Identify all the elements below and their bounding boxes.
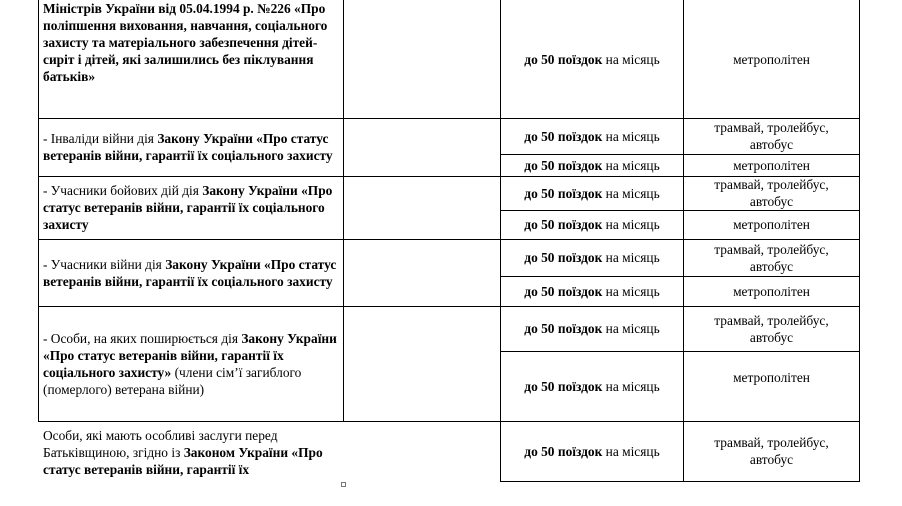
category-text-bold: Закону України «Про статус ветеранів війни, гарантії їх соціального захисту [43,131,333,163]
trip-limit-text [524,128,659,145]
transport-cell [684,276,859,306]
category-text-bold: Законом України «Про статус ветеранів війни, гарантії їх [43,445,323,477]
transport-text: трамвай, тролейбус, автобус [714,435,829,467]
table-border-h [38,176,860,177]
table-resize-handle[interactable] [341,482,346,487]
trip-limit-text [524,320,659,337]
trip-limit-cell [501,154,683,176]
category-text-bold: Закону України «Про статус ветеранів війни, гарантії їх соціального захисту [43,183,333,232]
table-border-v [683,0,684,481]
table-border-h [38,306,860,307]
trip-limit-cell [501,276,683,306]
category-text [43,130,339,164]
table-border-h [500,351,860,352]
trip-limit-text [524,51,659,68]
trip-limit-cell [501,421,683,481]
trip-limit-count: до 50 поїздок [524,250,603,265]
trip-limit-text [524,216,659,233]
trip-limit-period: на місяць [602,128,660,144]
transport-cell [684,118,859,154]
table-border-v [500,0,501,481]
trip-limit-cell [501,0,683,118]
category-text [43,427,339,478]
category-text-bold: Міністрів України від 05.04.1994 р. №226 «Про поліпшення виховання, навчання, соціального захисту та матеріального забезпечення дітей-сиріт і дітей, які залишились без піклування батьків» [43,1,328,84]
transport-cell [684,306,859,351]
trip-limit-count: до 50 поїздок [524,157,603,173]
table-border-h [500,276,860,277]
trip-limit-cell [501,239,683,276]
trip-limit-period: на місяць [602,185,660,201]
trip-limit-period: на місяць [602,443,660,459]
transport-text: трамвай, тролейбус, автобус [714,241,829,274]
category-cell [39,0,343,118]
table-border-v [859,0,860,481]
category-text [43,0,339,85]
trip-limit-count: до 50 поїздок [524,185,603,201]
transport-text: метрополітен [733,283,810,299]
trip-limit-cell [501,176,683,210]
table-border-h [500,210,860,211]
table-border-h [500,154,860,155]
category-cell [39,176,343,239]
category-text-regular: - Учасники війни дія [43,256,166,272]
transport-cell [684,154,859,176]
trip-limit-count: до 50 поїздок [524,378,603,394]
trip-limit-count: до 50 поїздок [524,128,603,144]
transport-cell [684,0,859,118]
trip-limit-text [524,283,659,300]
transport-text: трамвай, тролейбус, автобус [714,177,829,209]
category-text-regular: - Особи, на яких поширюється дія [43,330,242,346]
trip-limit-text [524,157,659,174]
trip-limit-cell [501,351,683,421]
transport-cell [684,239,859,276]
category-text-regular: - Інваліди війни дія [43,131,158,146]
category-text-bold: Закону України «Про статус ветеранів війни, гарантії їх соціального захисту» [43,330,337,380]
table-border-v [343,0,344,421]
table-border-h [500,481,860,482]
category-text-regular: - Учасники бойових дій дія [43,183,203,198]
trip-limit-text [524,249,659,266]
trip-limit-text [524,443,659,460]
category-text [43,330,339,398]
trip-limit-period: на місяць [602,51,660,67]
category-cell [39,118,343,176]
trip-limit-period: на місяць [602,321,660,336]
category-cell [39,239,343,306]
trip-limit-cell [501,306,683,351]
transport-cell [684,176,859,210]
trip-limit-period: на місяць [602,283,660,299]
trip-limit-count: до 50 поїздок [524,283,603,299]
trip-limit-text [524,185,659,202]
table-border-h [38,421,344,422]
trip-limit-period: на місяць [602,157,660,173]
transport-cell [684,421,859,481]
trip-limit-cell [501,118,683,154]
category-text-regular: Особи, які мають особливі заслуги перед Батьківщиною, згідно із [43,428,278,460]
trip-limit-count: до 50 поїздок [524,217,603,232]
trip-limit-cell [501,210,683,239]
trip-limit-count: до 50 поїздок [524,321,603,336]
table-border-v [38,0,39,421]
trip-limit-period: на місяць [602,250,660,265]
transport-text: метрополітен [733,157,810,173]
trip-limit-count: до 50 поїздок [524,443,603,459]
category-text [43,182,339,233]
trip-limit-period: на місяць [602,217,660,232]
trip-limit-period: на місяць [602,378,660,394]
table-border-h [38,118,860,119]
transport-cell [684,351,859,421]
category-text-regular: (члени сім’ї загиблого (померлого) ветерана війни) [43,364,302,397]
transport-cell [684,210,859,239]
category-text-bold: Закону України «Про статус ветеранів війни, гарантії їх соціального захисту [43,256,337,289]
category-cell [39,306,343,421]
transport-text: метрополітен [733,370,810,385]
transport-text: метрополітен [733,217,810,232]
table-border-h [38,239,860,240]
trip-limit-text [524,378,659,395]
trip-limit-count: до 50 поїздок [524,51,603,67]
category-text [43,256,339,290]
transport-text: трамвай, тролейбус, автобус [714,120,829,152]
transport-text: трамвай, тролейбус, автобус [714,312,829,345]
transport-text: метрополітен [733,51,810,67]
category-cell [39,421,343,481]
